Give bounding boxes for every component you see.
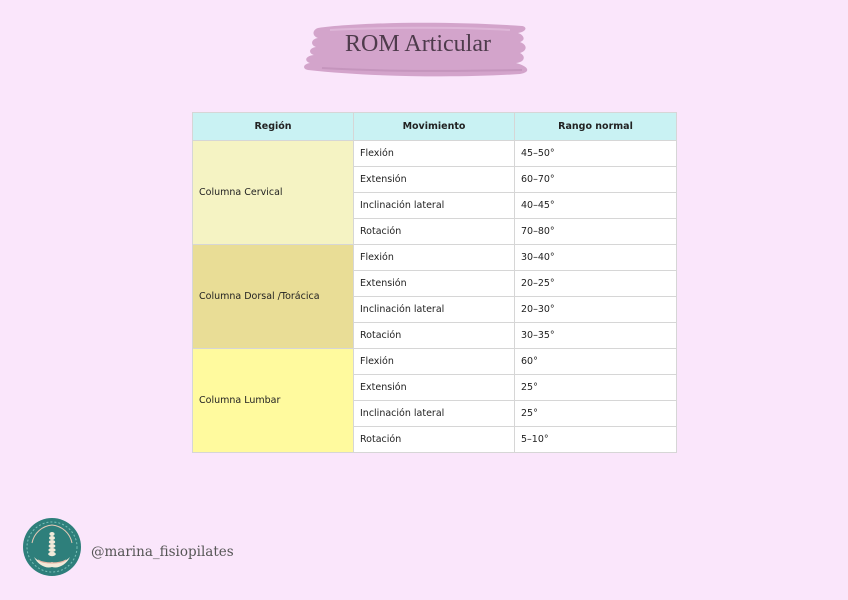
region-cell-lumbar: Columna Lumbar [193,349,354,453]
range-cell: 60° [515,349,677,375]
movement-cell: Inclinación lateral [354,401,515,427]
header-movement: Movimiento [354,113,515,141]
header-range: Rango normal [515,113,677,141]
range-cell: 30–40° [515,245,677,271]
movement-cell: Inclinación lateral [354,193,515,219]
range-cell: 70–80° [515,219,677,245]
table-row [193,141,677,167]
range-cell: 5–10° [515,427,677,453]
spine-hands-logo-icon [22,517,82,577]
movement-cell: Flexión [354,245,515,271]
header-region: Región [193,113,354,141]
range-cell: 25° [515,375,677,401]
range-cell: 20–30° [515,297,677,323]
movement-cell: Inclinación lateral [354,297,515,323]
movement-cell: Flexión [354,141,515,167]
rom-table [192,112,677,453]
movement-cell: Rotación [354,219,515,245]
range-cell: 25° [515,401,677,427]
region-cell-cervical: Columna Cervical [193,141,354,245]
table-row [193,349,677,375]
movement-cell: Rotación [354,427,515,453]
page-title: ROM Articular [345,31,491,57]
range-cell: 20–25° [515,271,677,297]
region-cell-dorsal: Columna Dorsal /Torácica [193,245,354,349]
range-cell: 60–70° [515,167,677,193]
title-banner [300,18,536,80]
movement-cell: Extensión [354,167,515,193]
movement-cell: Rotación [354,323,515,349]
range-cell: 40–45° [515,193,677,219]
movement-cell: Extensión [354,375,515,401]
movement-cell: Flexión [354,349,515,375]
table-header-row [193,113,677,141]
range-cell: 45–50° [515,141,677,167]
movement-cell: Extensión [354,271,515,297]
table-row [193,245,677,271]
social-handle: @marina_fisiopilates [91,544,234,560]
range-cell: 30–35° [515,323,677,349]
